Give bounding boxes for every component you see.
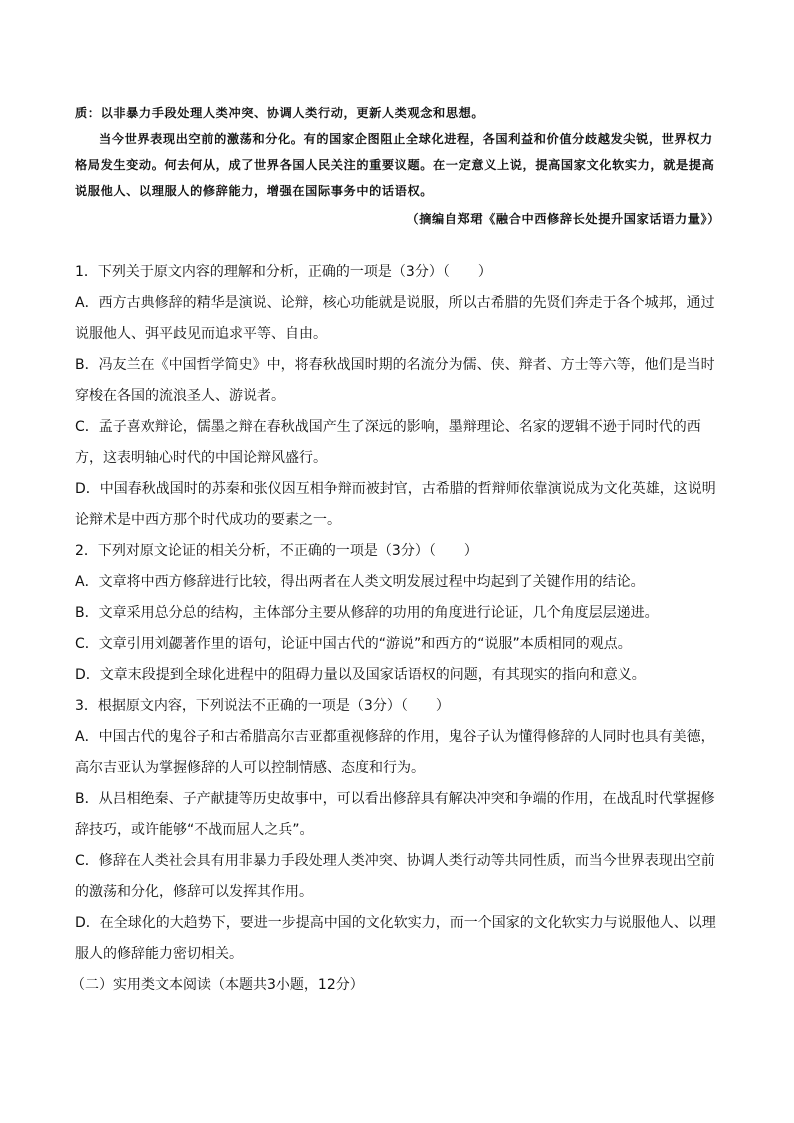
question-2 [75, 536, 727, 691]
question-stem: 3．根据原文内容，下列说法不正确的一项是（3分）（ ） [75, 698, 450, 714]
option-c: C．孟子喜欢辩论，儒墨之辩在春秋战国产生了深远的影响，墨辩理论、名家的逻辑不逊于同时代的西方，这表明轴心时代的中国论辩风盛行。 [75, 419, 701, 466]
option-a: A．中国古代的鬼谷子和古希腊高尔吉亚都重视修辞的作用，鬼谷子认为懂得修辞的人同时也具有美德，高尔吉亚认为掌握修辞的人可以控制情感、态度和行为。 [75, 729, 715, 776]
question-stem: 2．下列对原文论证的相关分析，不正确的一项是（3分）（ ） [75, 543, 478, 559]
option-b: B．冯友兰在《中国哲学简史》中，将春秋战国时期的名流分为儒、侠、辩者、方士等六等，他们是当时穿梭在各国的流浪圣人、游说者。 [75, 357, 715, 404]
option-a: A．文章将中西方修辞进行比较，得出两者在人类文明发展过程中均起到了关键作用的结论。 [75, 574, 645, 590]
section-heading: （二）实用类文本阅读（本题共3小题，12分） [71, 977, 364, 993]
question-3 [75, 691, 727, 970]
question-1 [75, 257, 727, 536]
passage-line: 质：以非暴力手段处理人类冲突、协调人类行动，更新人类观念和思想。 [75, 106, 485, 120]
option-d: D．文章末段提到全球化进程中的阻碍力量以及国家话语权的问题，有其现实的指向和意义。 [75, 667, 646, 683]
option-c: C．修辞在人类社会具有用非暴力手段处理人类冲突、协调人类行动等共同性质，而当今世界表现出空前的激荡和分化，修辞可以发挥其作用。 [75, 853, 715, 900]
passage-paragraph: 当今世界表现出空前的激荡和分化。有的国家企图阻止全球化进程，各国利益和价值分歧越发尖锐，世界权力格局发生变动。何去何从，成了世界各国人民关注的重要议题。在一定意义上说，提高国家文化软实力，就是提高说服他人、以理服人的修辞能力，增强在国际事务中的话语权。 [75, 132, 715, 198]
option-d: D．在全球化的大趋势下，要进一步提高中国的文化软实力，而一个国家的文化软实力与说服他人、以理服人的修辞能力密切相关。 [75, 915, 716, 962]
option-b: B．文章采用总分总的结构，主体部分主要从修辞的功用的角度进行论证，几个角度层层递进。 [75, 605, 659, 621]
option-b: B．从吕相绝秦、子产献捷等历史故事中，可以看出修辞具有解决冲突和争端的作用，在战乱时代掌握修辞技巧，或许能够“不战而屈人之兵”。 [75, 791, 715, 838]
passage-source: （摘编自郑珺《融合中西修辞长处提升国家话语力量》） [406, 212, 720, 226]
question-list [71, 257, 727, 1001]
question-stem: 1．下列关于原文内容的理解和分析，正确的一项是（3分）（ ） [75, 264, 492, 280]
option-a: A．西方古典修辞的精华是演说、论辩，核心功能就是说服，所以古希腊的先贤们奔走于各个城邦，通过说服他人、弭平歧见而追求平等、自由。 [75, 295, 715, 342]
option-d: D．中国春秋战国时的苏秦和张仪因互相争辩而被封官，古希腊的哲辩师依靠演说成为文化英雄，这说明论辩术是中西方那个时代成功的要素之一。 [75, 481, 716, 528]
option-c: C．文章引用刘勰著作里的语句，论证中国古代的“游说”和西方的“说服”本质相同的观点。 [75, 636, 632, 652]
passage-excerpt [75, 100, 720, 232]
